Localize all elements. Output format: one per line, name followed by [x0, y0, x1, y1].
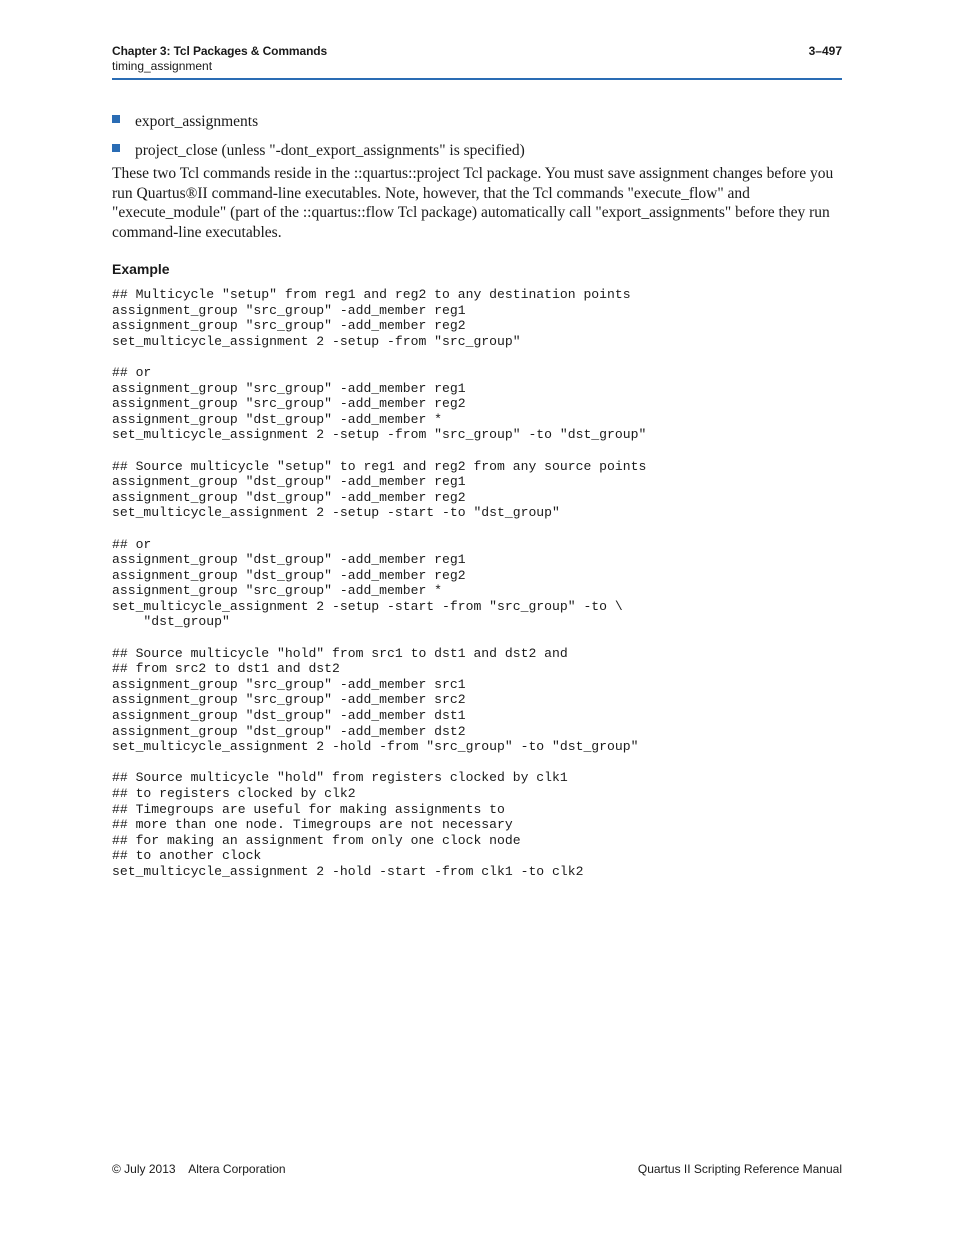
- bullet-item: [112, 136, 525, 165]
- page-header: [112, 42, 842, 80]
- code-line: assignment_group "dst_group" -add_member dst2: [112, 723, 466, 739]
- bullet-item: [112, 107, 525, 136]
- code-line: ## Source multicycle "hold" from registers clocked by clk1: [112, 770, 568, 786]
- code-line: set_multicycle_assignment 2 -setup -start -to "dst_group": [112, 505, 560, 521]
- code-line: assignment_group "src_group" -add_member *: [112, 583, 443, 599]
- code-line: ## Source multicycle "setup" to reg1 and reg2 from any source points: [112, 458, 647, 474]
- code-line: assignment_group "src_group" -add_member reg1: [112, 380, 466, 396]
- code-line: assignment_group "dst_group" -add_member reg1: [112, 474, 466, 490]
- code-line: assignment_group "src_group" -add_member src2: [112, 692, 466, 708]
- body-paragraph: These two Tcl commands reside in the ::quartus::project Tcl package. You must save assignment changes before you run Quartus®II command-line executables. Note, however, that the Tcl commands "execute_flow" and "execute_module" (part of the ::quartus::flow Tcl package) automatically call "export_assignments" before they run command-line executables.: [112, 165, 834, 241]
- code-line: [112, 443, 832, 459]
- square-bullet-icon: [112, 144, 120, 152]
- code-line: set_multicycle_assignment 2 -hold -from "src_group" -to "dst_group": [112, 739, 639, 755]
- code-line: set_multicycle_assignment 2 -setup -from "src_group" -to "dst_group": [112, 427, 647, 443]
- code-line: ## from src2 to dst1 and dst2: [112, 661, 340, 677]
- code-line: ## to another clock: [112, 848, 262, 864]
- code-line: ## or: [112, 536, 152, 552]
- code-line: assignment_group "src_group" -add_member reg2: [112, 396, 466, 412]
- code-line: assignment_group "src_group" -add_member reg1: [112, 302, 466, 318]
- page-number: 3–497: [808, 44, 842, 58]
- example-heading: Example: [112, 261, 170, 277]
- chapter-title: Chapter 3: Tcl Packages & Commands: [112, 44, 328, 58]
- code-line: "dst_group": [112, 614, 230, 630]
- code-line: ## for making an assignment from only one clock node: [112, 832, 521, 848]
- code-line: set_multicycle_assignment 2 -setup -start -from "src_group" -to \: [112, 598, 623, 614]
- code-line: assignment_group "dst_group" -add_member reg1: [112, 552, 466, 568]
- code-line: ## Timegroups are useful for making assignments to: [112, 801, 505, 817]
- bullet-list: [112, 107, 525, 165]
- bullet-text: export_assignments: [135, 112, 259, 130]
- footer-manual-title: Quartus II Scripting Reference Manual: [637, 1162, 842, 1176]
- code-line: set_multicycle_assignment 2 -hold -start -from clk1 -to clk2: [112, 863, 584, 879]
- code-line: set_multicycle_assignment 2 -setup -from "src_group": [112, 333, 521, 349]
- code-line: [112, 521, 832, 537]
- code-line: ## to registers clocked by clk2: [112, 786, 356, 801]
- bullet-text: project_close (unless "-dont_export_assignments" is specified): [135, 141, 525, 159]
- code-line: ## Source multicycle "hold" from src1 to dst1 and dst2 and: [112, 645, 568, 661]
- code-line: [112, 349, 832, 365]
- square-bullet-icon: [112, 115, 120, 123]
- code-line: ## Multicycle "setup" from reg1 and reg2 to any destination points: [112, 287, 631, 302]
- code-line: assignment_group "src_group" -add_member src1: [112, 676, 466, 692]
- code-block: [112, 287, 832, 880]
- footer-copyright: © July 2013 Altera Corporation: [112, 1162, 286, 1176]
- code-line: [112, 630, 832, 646]
- section-name: timing_assignment: [112, 59, 213, 73]
- code-line: [112, 755, 832, 771]
- code-line: assignment_group "dst_group" -add_member reg2: [112, 489, 466, 505]
- code-line: assignment_group "dst_group" -add_member reg2: [112, 567, 466, 583]
- code-line: assignment_group "dst_group" -add_member dst1: [112, 708, 466, 724]
- code-line: assignment_group "src_group" -add_member reg2: [112, 318, 466, 334]
- code-line: ## or: [112, 364, 152, 380]
- code-line: ## more than one node. Timegroups are not necessary: [112, 817, 513, 833]
- code-line: assignment_group "dst_group" -add_member *: [112, 411, 443, 427]
